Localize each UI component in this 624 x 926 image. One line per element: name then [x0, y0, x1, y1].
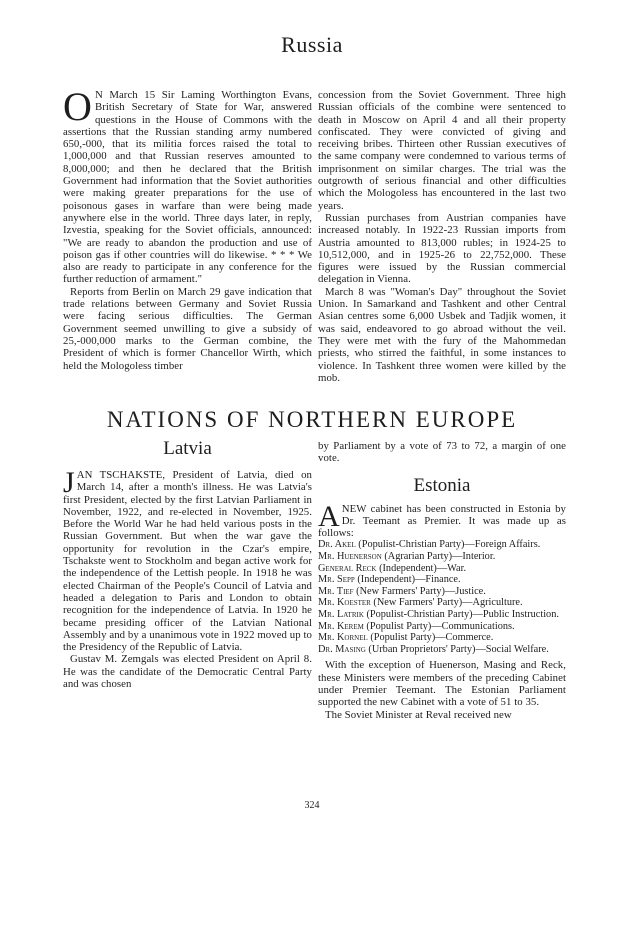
drop-cap: J [63, 466, 75, 499]
page-number: 324 [304, 800, 320, 811]
estonia-paragraph: The Soviet Minister at Reval received new [325, 708, 512, 721]
minister-portfolio: (Populist Party)—Communications. [363, 620, 515, 632]
minister-name: General Reck [318, 562, 377, 574]
latvia-paragraph: JAN TSCHAKSTE, President of Latvia, died on March 14, after a month's illness. He was Latvia's first President, elected by the first Latvian Parliament in November, 1922, and re-elected in November, 1925. Before the World War he had held various posts in the Russian Government. But when the war gave the opportunity for revolution in the Czar's empire, Tschakste went to Stockholm and began active work for the independence of the Lettish people. In 1918 he was elected Chairman of the People's Council of Latvia and headed a delegation to Paris and London to obtain recognition for the independence of Latvia. In 1920 he became presiding officer of the Latvian National Assembly and by a unanimous vote in 1922 moved up to the Presidency of the Republic of Latvia. [63, 466, 312, 654]
minister-portfolio: (Populist-Christian Party)—Foreign Affairs. [355, 539, 541, 551]
minister-name: Mr. Latrik [318, 609, 364, 621]
russia-paragraph: March 8 was "Woman's Day" throughout the Soviet Union. In Samarkand and Tashkent and other Central Asian centres some 6,000 Usbek and Tadjik women, it was said, endeavored to go abroad without the veil. They were met with the fury of the Mahommedan priests, who stirred the faithful, in some instances to violence. In Tashkent three women were killed by the mob. [318, 285, 566, 384]
minister-portfolio: (Populist-Christian Party)—Public Instruction. [363, 609, 559, 621]
section-heading: NATIONS OF NORTHERN EUROPE [106, 407, 518, 432]
minister-name: Dr. Akel [318, 539, 356, 551]
cabinet-entry [318, 551, 566, 563]
estonia-paragraph: With the exception of Huenerson, Masing and Reck, these Ministers were members of the preceding Cabinet under Premier Teemant. The Estonian Parliament supported the new Cabinet with a vote of 51 to 35. [318, 659, 566, 709]
russia-paragraph: Reports from Berlin on March 29 gave indication that trade relations between Germany and Soviet Russia were facing serious difficulties. The German Government seemed unwilling to give a subsidy of 25,-000,000 marks to the German combine, the President of which is former Chancellor Wirth, which held the Mologoless timber [63, 285, 312, 372]
drop-cap: A [318, 499, 340, 533]
russia-paragraph: concession from the Soviet Government. Three high Russian officials of the combine were sentenced to death in Moscow on April 4 and all their property confiscated. They were convicted of giving and receiving bribes. Thirteen other Russian executives of the same company were condemned to various terms of imprisonment on similar charges. The trial was the outgrowth of serious financial and other difficulties which the Mologoless has encountered in the last two years. [318, 89, 566, 212]
minister-name: Mr. Kerem [318, 620, 364, 632]
minister-name: Dr. Masing [318, 643, 366, 655]
estonia-intro: ANEW cabinet has been constructed in Estonia by Dr. Teemant as Premier. It was made up as follows: [318, 499, 566, 540]
latvia-paragraph: Gustav M. Zemgals was elected President on April 8. He was the candidate of the Democratic Central Party and was chosen [63, 653, 312, 691]
minister-name: Mr. Tief [318, 585, 354, 597]
minister-name: Mr. Sepp [318, 574, 355, 586]
russia-paragraph: O N March 15 Sir Laming Worthington Evans, British Secretary of State for War, answered questions in the House of Commons with the assertions that the Russian standing army numbered 650,-000, that its militia forces raised the total to 1,000,000 and that Russian reserves amounted to 8,000,000; and then he declared that the British Government had information that the Soviet authorities were making greater preparations for the use of poisonous gases in warfare than were being made anywhere else in the world. Three days later, in reply, Izvestia, speaking for the Soviet officials, announced: "We are ready to abandon the production and use of poison gas if other countries will do likewise. * * * We also are ready to participate in any conference for the further reduction of armament." [63, 84, 312, 286]
cabinet-entry [318, 609, 566, 621]
cabinet-entry [318, 539, 566, 551]
russia-right-column [318, 89, 566, 384]
russia-paragraph: Russian purchases from Austrian companies have increased notably. In 1922-23 Russian imports from Austria amounted to 813,000 rubles; in 1924-25 to 10,512,000, and in 1925-26 to 22,752,000. These figures were issued by the Russian commercial delegation in Vienna. [318, 211, 566, 286]
minister-portfolio: (New Farmers' Party)—Agriculture. [370, 597, 523, 609]
minister-name: Mr. Huenerson [318, 551, 382, 563]
minister-portfolio: (Agrarian Party)—Interior. [381, 551, 496, 563]
estonia-column [318, 440, 566, 721]
cabinet-entry [318, 586, 566, 598]
cabinet-entry [318, 597, 566, 609]
cabinet-list [318, 539, 566, 655]
cabinet-entry [318, 574, 566, 586]
cabinet-entry [318, 621, 566, 633]
minister-portfolio: (New Farmers' Party)—Justice. [353, 585, 486, 597]
cabinet-entry [318, 632, 566, 644]
estonia-heading: Estonia [413, 474, 471, 496]
latvia-continuation: by Parliament by a vote of 73 to 72, a margin of one vote. [318, 440, 566, 465]
minister-portfolio: (Populist Party)—Commerce. [367, 632, 494, 644]
minister-portfolio: (Urban Proprietors' Party)—Social Welfare. [365, 643, 549, 655]
minister-portfolio: (Independent)—Finance. [354, 574, 461, 586]
latvia-column [63, 438, 312, 690]
page-title: Russia [281, 32, 343, 57]
cabinet-entry [318, 563, 566, 575]
minister-name: Mr. Kornel [318, 632, 368, 644]
russia-left-column [63, 84, 312, 372]
drop-cap: O [63, 84, 92, 129]
cabinet-entry [318, 644, 566, 656]
minister-portfolio: (Independent)—War. [376, 562, 467, 574]
latvia-heading: Latvia [163, 438, 212, 459]
minister-name: Mr. Koester [318, 597, 371, 609]
